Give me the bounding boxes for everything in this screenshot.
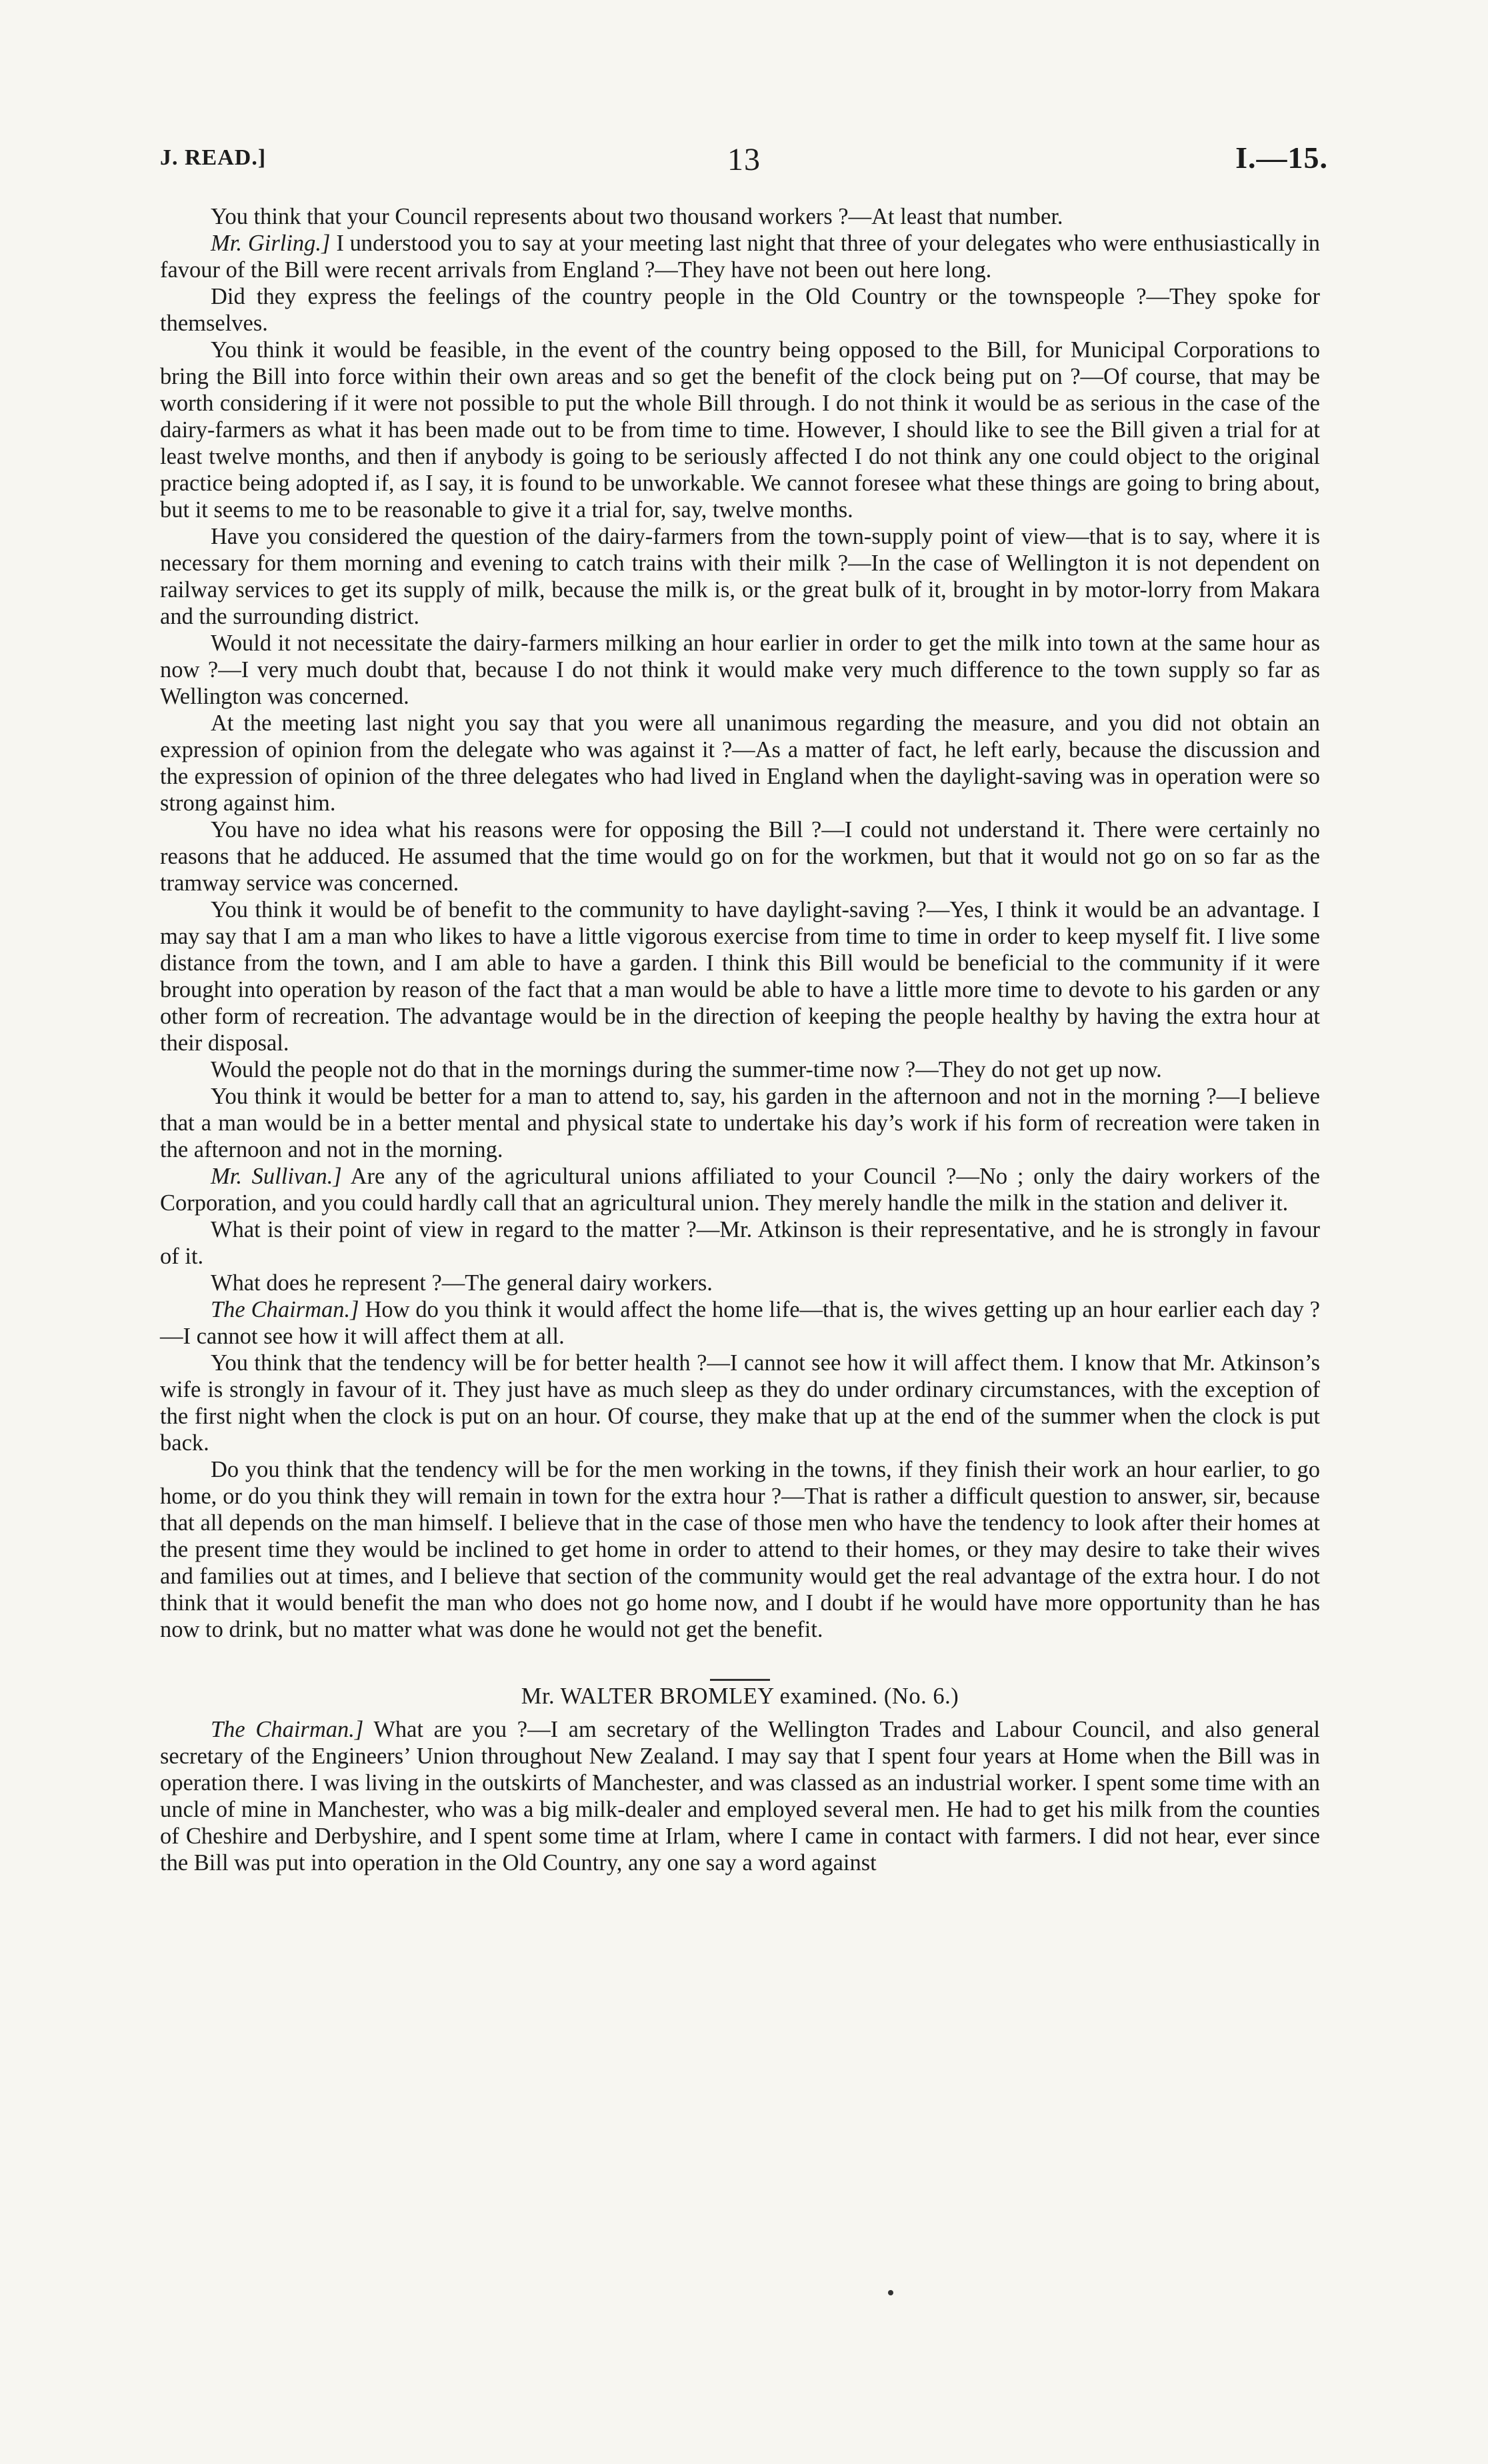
speaker-label: Mr. Sullivan.]: [211, 1164, 342, 1189]
paragraph-text: You think it would be of benefit to the community to have daylight-saving ?—Yes, I think it would be an advantage. I may say that I am a man who likes to have a little vigorous exercise from time to time in order to keep myself fit. I live some distance from the town, and I am able to have a garden. I think this Bill would be beneficial to the community if it were brought into operation by reason of the fact that a man would be able to have a little more time to devote to his garden or any other form of recreation. The advantage would be in the direction of keeping the people healthy by having the extra hour at their disposal.: [160, 897, 1320, 1056]
paragraph: [160, 283, 1320, 337]
speaker-label: The Chairman.]: [211, 1297, 359, 1322]
section-heading: Mr. WALTER BROMLEY examined. (No. 6.): [521, 1684, 959, 1709]
section-divider: [160, 1660, 1320, 1667]
paragraph-text: You have no idea what his reasons were for opposing the Bill ?—I could not understand it. There were certainly no reasons that he adduced. He assumed that the time would go on for the workmen, but that it would not go on so far as the tramway service was concerned.: [160, 817, 1320, 896]
paragraph: [160, 630, 1320, 710]
paragraph-text: Would it not necessitate the dairy-farmers milking an hour earlier in order to get the milk into town at the same hour as now ?—I very much doubt that, because I do not think it would make very much difference to the town supply so far as Wellington was concerned.: [160, 630, 1320, 709]
paragraph-text: You think it would be better for a man to attend to, say, his garden in the afternoon and not in the morning ?—I believe that a man would be in a better mental and physical state to undertake his day’s work if his form of recreation were taken in the afternoon and not in the morning.: [160, 1084, 1320, 1162]
paragraph: [160, 1456, 1320, 1643]
paragraph-text: At the meeting last night you say that you were all unanimous regarding the measure, and you did not obtain an expression of opinion from the delegate who was against it ?—As a matter of fact, he left early, because the discussion and the expression of opinion of the three delegates who had lived in England when the daylight-saving was in operation were so strong against him.: [160, 710, 1320, 816]
paragraph: [160, 896, 1320, 1056]
paragraph-text: What is their point of view in regard to the matter ?—Mr. Atkinson is their representative, and he is strongly in favour of it.: [160, 1217, 1320, 1269]
paragraph-text: You think that your Council represents about two thousand workers ?—At least that number.: [211, 204, 1063, 229]
paragraph-text: Did they express the feelings of the country people in the Old Country or the townspeople ?—They spoke for themselves.: [160, 284, 1320, 336]
paragraph: [160, 203, 1320, 230]
paragraph: [160, 1350, 1320, 1456]
paragraph: [160, 337, 1320, 523]
testimony-section-2: [160, 1716, 1320, 1876]
paragraph-text: I understood you to say at your meeting last night that three of your delegates who were enthusiastically in favour of the Bill were recent arrivals from England ?—They have not been out here long.: [160, 231, 1320, 283]
testimony-section-1: [160, 203, 1320, 1643]
paragraph: [160, 710, 1320, 816]
paragraph: [160, 816, 1320, 896]
paragraph-text: You think it would be feasible, in the event of the country being opposed to the Bill, for Municipal Corporations to bring the Bill into force within their own areas and so get the benefit of the clock being put on ?—Of course, that may be worth considering if it were not possible to put the whole Bill through. I do not think it would be as serious in the case of the dairy-farmers as what it has been made out to be from time to time. However, I should like to see the Bill given a trial for at least twelve months, and then if anybody is going to be seriously affected I do not think any one could object to the original practice being adopted if, as I say, it is found to be unworkable. We cannot foresee what these things are going to bring about, but it seems to me to be reasonable to give it a trial for, say, twelve months.: [160, 337, 1320, 523]
running-head-left: J. READ.]: [160, 145, 267, 170]
paragraph-text: You think that the tendency will be for better health ?—I cannot see how it will affect them. I know that Mr. Atkinson’s wife is strongly in favour of it. They just have as much sleep as they do under ordinary circumstances, with the exception of the first night when the clock is put on an hour. Of course, they make that up at the end of the summer when the clock is put back.: [160, 1350, 1320, 1456]
paragraph-text: What are you ?—I am secretary of the Wellington Trades and Labour Council, and also general secretary of the Engineers’ Union throughout New Zealand. I may say that I spent four years at Home when the Bill was in operation there. I was living in the outskirts of Manchester, and was classed as an industrial worker. I spent some time with an uncle of mine in Manchester, who was a big milk-dealer and employed several men. He had to get his milk from the counties of Cheshire and Derbyshire, and I spent some time at Irlam, where I came in contact with farmers. I did not hear, ever since the Bill was put into operation in the Old Country, any one say a word against: [160, 1717, 1320, 1875]
paragraph: [160, 230, 1320, 283]
paragraph: [160, 1083, 1320, 1163]
paragraph-text: Do you think that the tendency will be for the men working in the towns, if they finish their work an hour earlier, to go home, or do you think they will remain in town for the extra hour ?—That is rather a difficult question to answer, sir, because that all depends on the man himself. I believe that in the case of those men who have the tendency to look after their homes at the present time they would be inclined to get home in order to attend to their homes, or they may desire to take their wives and families out at times, and I believe that section of the community would get the real advantage of the extra hour. I do not think that it would benefit the man who does not go home now, and I doubt if he would have more opportunity than he has now to drink, but no matter what was done he would not get the benefit.: [160, 1457, 1320, 1642]
running-head-right: I.—15.: [1235, 141, 1328, 175]
paragraph: [160, 1716, 1320, 1876]
footer-dot: [888, 2290, 893, 2295]
speaker-label: The Chairman.]: [211, 1717, 364, 1742]
paragraph: [160, 1163, 1320, 1216]
paragraph: [160, 1296, 1320, 1350]
paragraph: [160, 523, 1320, 630]
paragraph: [160, 1270, 1320, 1296]
paragraph-text: Would the people not do that in the mornings during the summer-time now ?—They do not get up now.: [211, 1057, 1162, 1082]
paragraph: [160, 1216, 1320, 1270]
speaker-label: Mr. Girling.]: [211, 231, 331, 256]
body-text: [160, 203, 1320, 1876]
paragraph: [160, 1056, 1320, 1083]
page-number: 13: [727, 142, 761, 177]
paragraph-text: Are any of the agricultural unions affiliated to your Council ?—No ; only the dairy workers of the Corporation, and you could hardly call that an agricultural union. They merely handle the milk in the station and deliver it.: [160, 1164, 1320, 1216]
paragraph-text: Have you considered the question of the dairy-farmers from the town-supply point of view—that is to say, where it is necessary for them morning and evening to catch trains with their milk ?—In the case of Wellington it is not dependent on railway services to get its supply of milk, because the milk is, or the great bulk of it, brought in by motor-lorry from Makara and the surrounding district.: [160, 524, 1320, 629]
paragraph-text: How do you think it would affect the home life—that is, the wives getting up an hour earlier each day ?—I cannot see how it will affect them at all.: [160, 1297, 1320, 1349]
paragraph-text: What does he represent ?—The general dairy workers.: [211, 1270, 713, 1296]
